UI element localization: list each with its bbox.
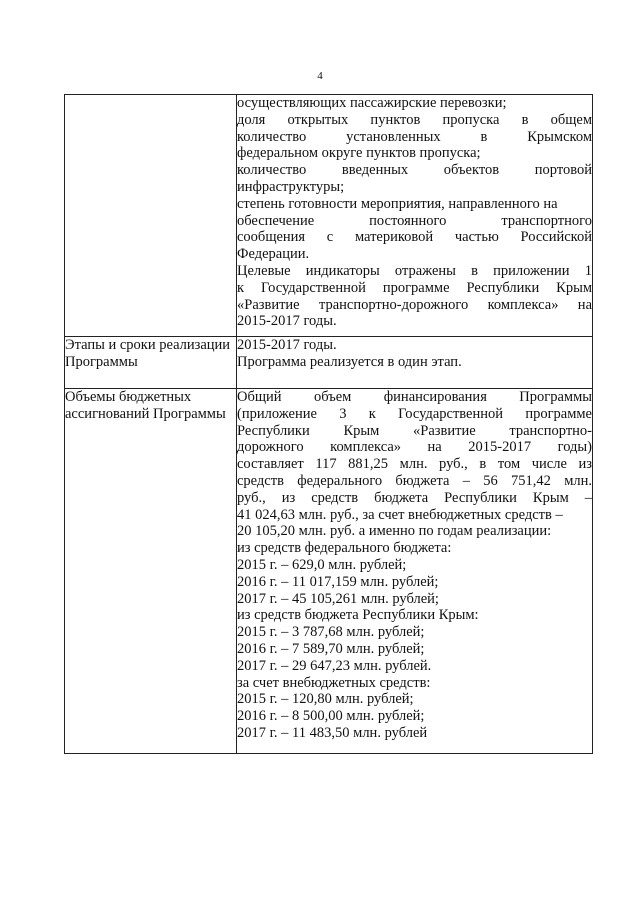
content-line: 2017 г. – 45 105,261 млн. рублей; bbox=[237, 590, 439, 607]
content-line: за счет внебюджетных средств: bbox=[237, 674, 431, 691]
content-line: 2017 г. – 11 483,50 млн. рублей bbox=[237, 724, 428, 741]
content-line: федеральном округе пунктов пропуска; bbox=[237, 145, 481, 162]
content-line: степень готовности мероприятия, направленного на bbox=[237, 195, 558, 212]
content-line: средств федерального бюджета – 56 751,42 млн. bbox=[237, 472, 592, 489]
row-content bbox=[237, 389, 593, 754]
content-line: 2015-2017 годы. bbox=[237, 337, 337, 353]
row-content bbox=[237, 337, 593, 389]
content-line: 2015 г. – 629,0 млн. рублей; bbox=[237, 556, 407, 573]
program-passport-table bbox=[64, 94, 593, 754]
content-line: 41 024,63 млн. руб., за счет внебюджетных средств – bbox=[237, 506, 563, 523]
content-line: 2015-2017 годы. bbox=[237, 313, 337, 330]
table-row-stages-and-terms bbox=[65, 337, 593, 389]
content-line: дорожного комплекса» на 2015-2017 годы) bbox=[237, 439, 592, 456]
content-line: 2016 г. – 8 500,00 млн. рублей; bbox=[237, 708, 425, 725]
content-line: осуществляющих пассажирские перевозки; bbox=[237, 95, 507, 111]
content-line: составляет 117 881,25 млн. руб., в том числе из bbox=[237, 456, 592, 473]
row-label-stages-and-terms: Этапы и сроки реализации Программы bbox=[65, 337, 237, 389]
content-line: Целевые индикаторы отражены в приложении 1 bbox=[237, 262, 592, 279]
table-row-budget-allocations bbox=[65, 389, 593, 754]
row-label-budget-allocations: Объемы бюджетных ассигнований Программы bbox=[65, 389, 237, 754]
page-number: 4 bbox=[317, 70, 323, 82]
content-line: инфраструктуры; bbox=[237, 178, 345, 195]
content-line: количество введенных объектов портовой bbox=[237, 162, 592, 179]
content-line: Республики Крым «Развитие транспортно- bbox=[237, 422, 592, 439]
content-line: обеспечение постоянного транспортного bbox=[237, 212, 592, 229]
content-line: доля открытых пунктов пропуска в общем bbox=[237, 111, 592, 128]
content-line: 2016 г. – 7 589,70 млн. рублей; bbox=[237, 640, 425, 657]
content-line: из средств федерального бюджета: bbox=[237, 540, 452, 557]
table-row-target-indicators bbox=[65, 95, 593, 337]
row-label bbox=[65, 95, 237, 337]
content-line: «Развитие транспортно-дорожного комплекса» на bbox=[237, 296, 592, 313]
content-line: 2016 г. – 11 017,159 млн. рублей; bbox=[237, 573, 439, 590]
content-line: 20 105,20 млн. руб. а именно по годам реализации: bbox=[237, 523, 552, 540]
content-line: 2017 г. – 29 647,23 млн. рублей. bbox=[237, 657, 432, 674]
content-line: из средств бюджета Республики Крым: bbox=[237, 607, 479, 624]
content-line: 2015 г. – 120,80 млн. рублей; bbox=[237, 691, 414, 708]
content-line: Федерации. bbox=[237, 246, 310, 263]
row-content bbox=[237, 95, 593, 337]
content-line: (приложение 3 к Государственной программе bbox=[237, 405, 592, 422]
content-line: к Государственной программе Республики Крым bbox=[237, 279, 592, 296]
content-line: руб., из средств бюджета Республики Крым – bbox=[237, 489, 592, 506]
content-line: 2015 г. – 3 787,68 млн. рублей; bbox=[237, 624, 425, 641]
content-line: количество установленных в Крымском bbox=[237, 128, 592, 145]
content-line: Программа реализуется в один этап. bbox=[237, 353, 462, 370]
content-line: Общий объем финансирования Программы bbox=[237, 389, 592, 405]
content-line: сообщения с материковой частью Российской bbox=[237, 229, 592, 246]
